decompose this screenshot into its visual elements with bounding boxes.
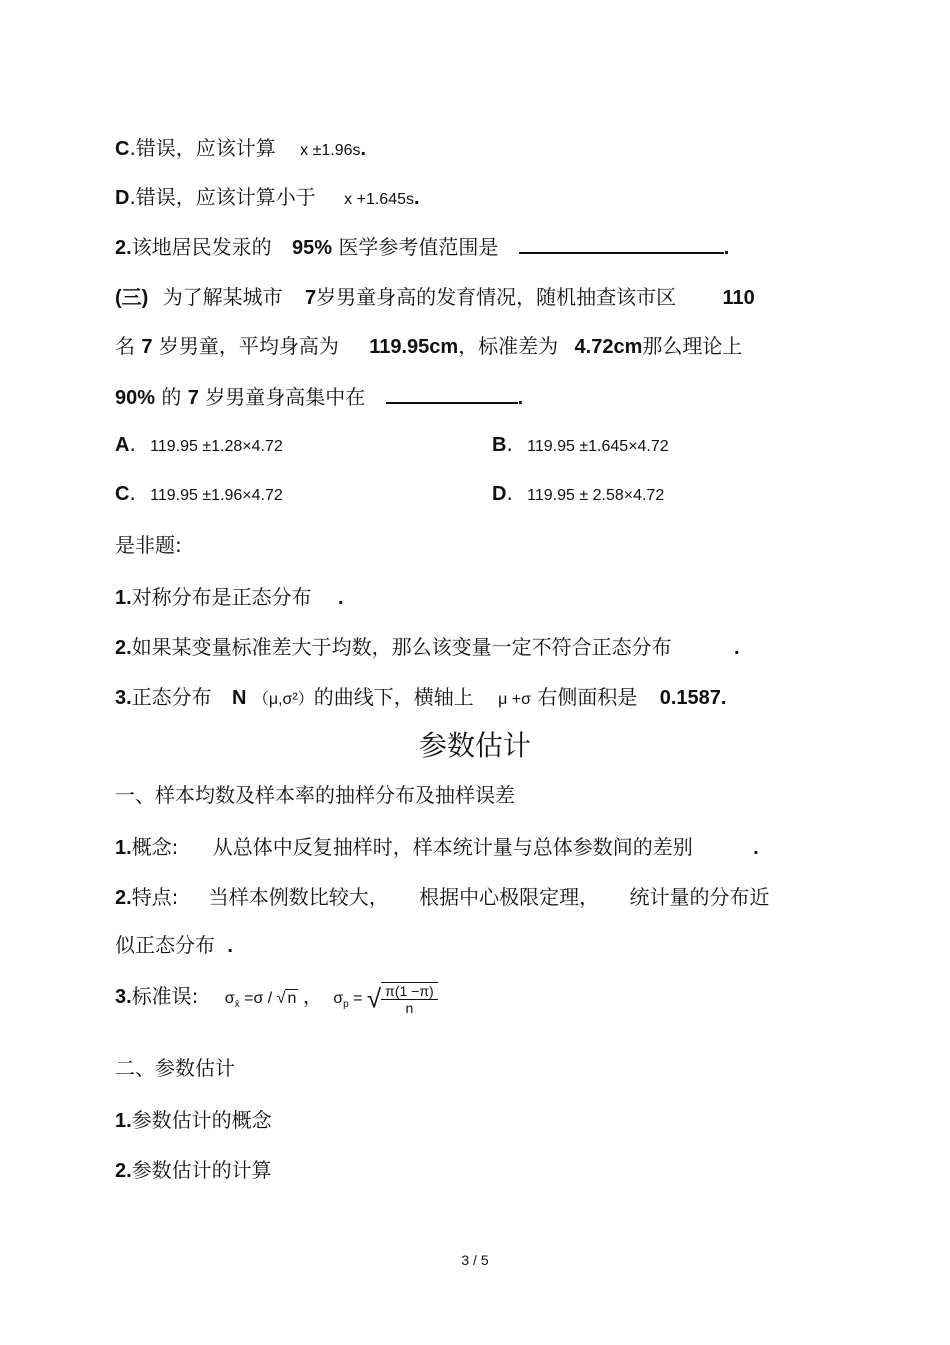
question-3-line-1	[115, 281, 755, 310]
option-label: A	[115, 434, 130, 456]
point-2-line-2	[115, 929, 233, 958]
mean-value: 119.95cm	[369, 336, 459, 358]
option-label: D	[115, 187, 130, 209]
sigma-symbol: σ	[333, 990, 344, 1007]
radicand: n	[287, 990, 297, 1007]
comma: ，	[302, 984, 323, 1008]
period: .	[517, 387, 524, 409]
heading-1: 一、样本均数及样本率的抽样分布及抽样误差	[115, 783, 515, 807]
statement-text: 对称分布是正态分布	[131, 585, 312, 609]
question-text: 该地居民发汞的	[131, 235, 272, 259]
question-text: 那么理论上	[642, 334, 743, 358]
question-text: 名	[115, 334, 135, 358]
subscript: p	[343, 999, 349, 1011]
question-2	[115, 231, 729, 260]
answer-blank[interactable]	[386, 386, 518, 404]
tf-heading: 是非题:	[115, 533, 182, 557]
question-text: 医学参考值范围是	[338, 235, 499, 259]
option-d-line	[115, 181, 420, 210]
option-c-line	[115, 132, 366, 161]
denominator: n	[405, 999, 414, 1016]
item-number: 1.	[115, 1110, 132, 1132]
tf-statement-3	[115, 681, 726, 710]
option-value: 119.95 ±1.96×4.72	[150, 487, 283, 504]
formula-se-rate: $\sigma_p$ = √ $\frac{\pi(1 -\pi)}{n}$	[333, 990, 437, 1007]
question-number: 2.	[115, 237, 132, 259]
tf-statement-1	[115, 581, 344, 610]
point-label: 概念:	[131, 835, 179, 859]
period: .	[723, 237, 730, 259]
period: .	[753, 837, 759, 859]
option-d[interactable]: D. 119.95 ± 2.58×4.72	[492, 481, 665, 505]
formula: x ±1.96s	[300, 142, 361, 159]
option-value: 119.95 ±1.645×4.72	[527, 438, 669, 455]
option-label: C	[115, 138, 130, 160]
symbol: N	[232, 687, 247, 709]
point-label: 特点:	[131, 885, 179, 909]
statement-text: 如果某变量标准差大于均数，那么该变量一定不符合正态分布	[131, 635, 672, 659]
number: 110	[722, 287, 755, 309]
option-a[interactable]: A. 119.95 ±1.28×4.72	[115, 432, 283, 456]
statement-number: 3.	[115, 687, 132, 709]
point-text: 从总体中反复抽样时，样本统计量与总体参数间的差别	[212, 835, 693, 859]
formula-part: =σ /	[244, 990, 273, 1007]
question-number: (三)	[115, 287, 149, 309]
item-text: 参数估计的概念	[131, 1108, 272, 1132]
point-label: 标准误:	[131, 984, 199, 1008]
option-value: 119.95 ± 2.58×4.72	[527, 487, 665, 504]
point-number: 3.	[115, 986, 132, 1008]
point-number: 1.	[115, 837, 132, 859]
number: 7	[187, 387, 199, 409]
answer-blank[interactable]	[519, 236, 724, 254]
point-3	[115, 980, 438, 1016]
statement-number: 1.	[115, 587, 132, 609]
item-number: 2.	[115, 1160, 132, 1182]
statement-text: 正态分布	[131, 685, 212, 709]
question-3-line-2	[115, 330, 742, 359]
numerator: π(1 −π)	[381, 983, 438, 1000]
option-label: B	[492, 434, 507, 456]
list-item-2	[115, 1154, 272, 1183]
point-text: 统计量的分布近	[629, 885, 770, 909]
list-item-1	[115, 1104, 272, 1133]
option-text: .错误，应该计算小于	[129, 185, 316, 209]
point-text: 根据中心极限定理，	[419, 885, 600, 909]
point-text: 当样本例数比较大，	[208, 885, 389, 909]
period: .	[338, 587, 344, 609]
page-number: 3 / 5	[461, 1252, 489, 1268]
formula: x +1.645s	[344, 191, 414, 208]
question-text: 岁男童，平均身高为	[158, 334, 339, 358]
question-text: ，标准差为	[458, 334, 559, 358]
question-text: 为了解某城市	[162, 285, 283, 309]
subscript: x̄	[234, 999, 240, 1011]
point-2-line-1	[115, 881, 770, 910]
option-text: .错误，应该计算	[129, 136, 276, 160]
question-text: 岁男童身高集中在	[205, 385, 366, 409]
formula: （μ,σ²）	[252, 691, 314, 708]
period: .	[734, 637, 740, 659]
section-title: 参数估计	[418, 729, 531, 762]
period: .	[414, 187, 420, 209]
period: .	[227, 935, 233, 957]
point-text: 似正态分布	[115, 933, 215, 957]
heading-2: 二、参数估计	[115, 1056, 235, 1080]
option-label: C	[115, 483, 130, 505]
option-label: D	[492, 483, 507, 505]
number: 7	[305, 287, 317, 309]
statement-number: 2.	[115, 637, 132, 659]
formula-se-mean: $\sigma_{x̄} =\sigma$ / √ n	[224, 990, 297, 1011]
option-b[interactable]: B. 119.95 ±1.645×4.72	[492, 432, 669, 456]
question-3-line-3	[115, 381, 523, 410]
question-text: 的	[161, 385, 182, 409]
number: 7	[141, 336, 153, 358]
option-c[interactable]: C. 119.95 ±1.96×4.72	[115, 481, 283, 505]
point-number: 2.	[115, 887, 132, 909]
tf-statement-2	[115, 631, 740, 660]
percent: 90%	[115, 387, 156, 409]
fraction	[381, 982, 438, 1016]
sigma-symbol: σ	[224, 990, 235, 1007]
point-1	[115, 831, 759, 860]
percent: 95%	[292, 237, 333, 259]
period: .	[360, 138, 367, 160]
statement-text: 的曲线下，横轴上	[313, 685, 474, 709]
equals: =	[353, 990, 363, 1007]
formula: μ +σ	[498, 691, 531, 708]
question-text: 岁男童身高的发育情况，随机抽查该市区	[316, 285, 677, 309]
sd-value: 4.72cm	[574, 336, 643, 358]
option-value: 119.95 ±1.28×4.72	[150, 438, 283, 455]
statement-text: 右侧面积是	[537, 685, 638, 709]
value: 0.1587.	[659, 687, 727, 709]
item-text: 参数估计的计算	[131, 1158, 272, 1182]
